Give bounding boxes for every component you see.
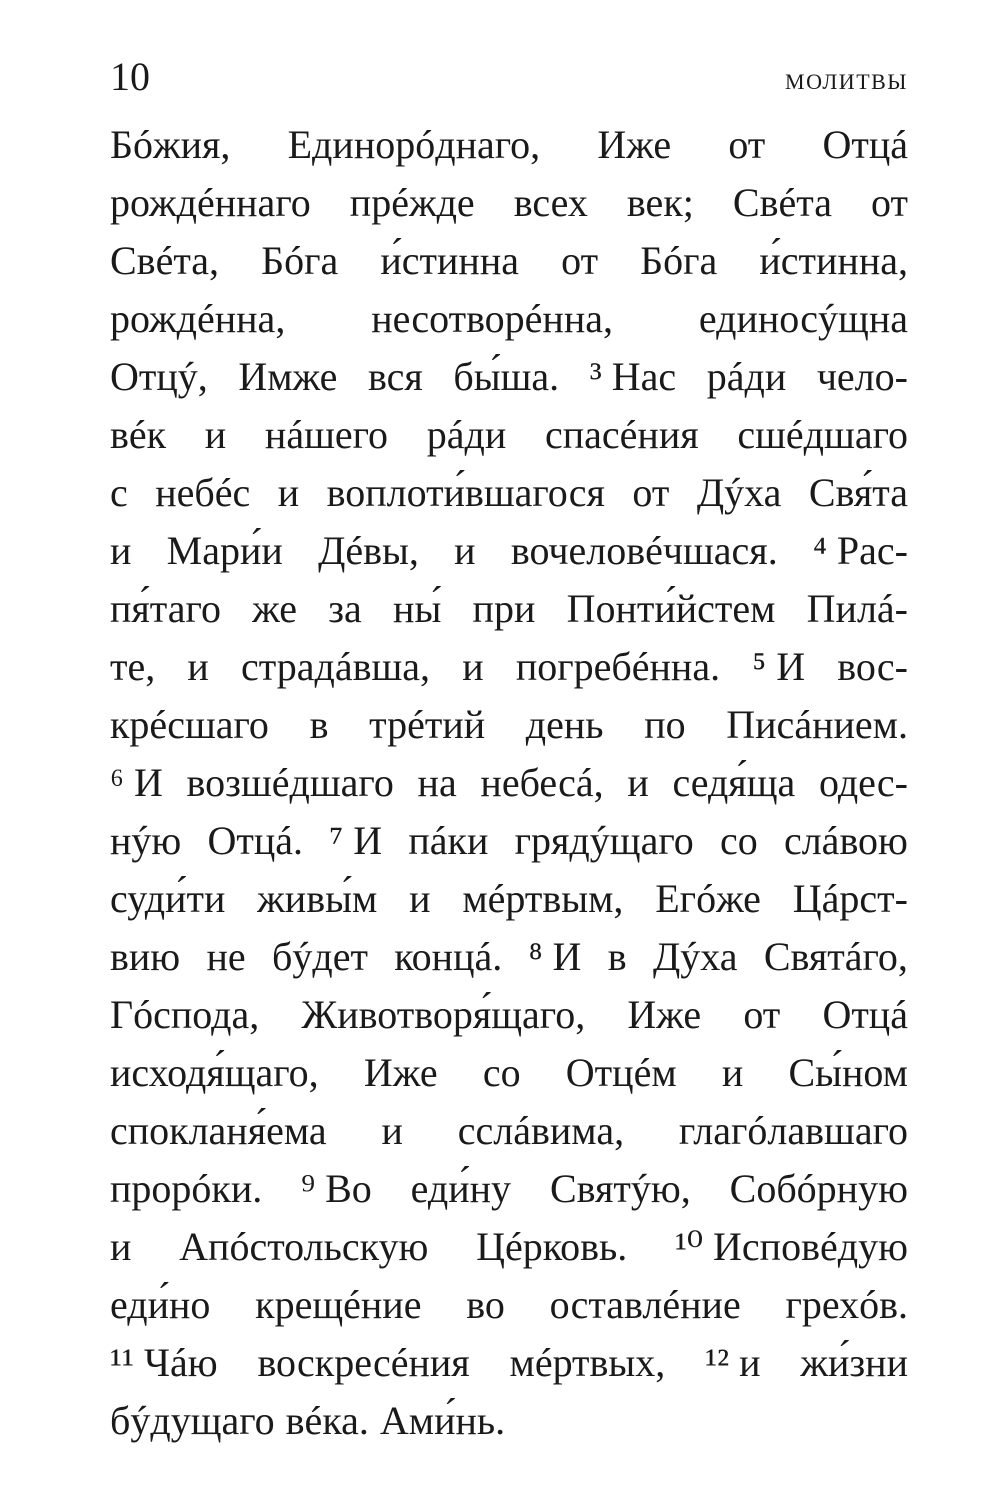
text-line: [110, 1218, 908, 1276]
text-word: Дýха: [652, 934, 738, 979]
text-word: бýдущаго: [110, 1398, 275, 1443]
text-word: сшéдшаго: [737, 412, 908, 457]
text-word: Единорóднаго,: [287, 122, 541, 167]
text-word: во: [466, 1282, 505, 1327]
text-word: одес-: [818, 760, 908, 805]
text-word: в: [309, 702, 329, 747]
prayer-text: [110, 116, 908, 1450]
text-word: спасéния: [545, 412, 699, 457]
text-word: вся: [368, 354, 423, 399]
text-word: возшéдшаго: [186, 760, 394, 805]
text-word: и: [277, 470, 300, 515]
text-word: Свя́та: [808, 470, 908, 515]
text-line: [110, 232, 908, 290]
text-word: с: [110, 470, 128, 515]
text-line: [110, 1102, 908, 1160]
text-word: Егóже: [655, 876, 761, 921]
text-word: ¹² и: [705, 1340, 761, 1385]
text-word: ны́: [393, 586, 442, 631]
text-word: погребéнна.: [515, 644, 721, 689]
text-word: день: [525, 702, 604, 747]
text-line: [110, 928, 908, 986]
text-word: Бóга: [261, 238, 339, 283]
text-word: Дýха: [696, 470, 782, 515]
text-line: [110, 870, 908, 928]
text-word: крéсшаго: [110, 702, 269, 747]
text-word: и: [627, 760, 649, 805]
text-word: Животворя́щаго,: [301, 992, 586, 1037]
text-word: Иже: [363, 1050, 438, 1095]
text-word: и: [204, 412, 227, 457]
text-word: не: [206, 934, 246, 979]
text-word: жи́зни: [800, 1340, 908, 1385]
text-word: Цáрст-: [792, 876, 908, 921]
text-word: Гóспода,: [110, 992, 260, 1037]
text-word: концá.: [394, 934, 503, 979]
text-word: по: [644, 702, 686, 747]
text-word: живы́м: [257, 876, 378, 921]
text-word: спокланя́ема: [110, 1108, 327, 1153]
text-word: ⁹ Во: [301, 1166, 372, 1211]
text-word: ¹⁰ Исповéдую: [675, 1224, 908, 1269]
page-header: [110, 52, 908, 102]
text-word: от: [871, 180, 908, 225]
text-word: Иже: [597, 122, 672, 167]
text-line: [110, 986, 908, 1044]
text-word: ³ Нас: [589, 354, 677, 399]
text-word: Свéта,: [110, 238, 220, 283]
text-word: Дéвы,: [318, 528, 419, 573]
text-line: [110, 348, 908, 406]
text-word: мéртвым,: [462, 876, 624, 921]
text-line: [110, 464, 908, 522]
text-word: ⁷ И: [329, 818, 383, 863]
text-word: еди́но: [110, 1282, 211, 1327]
text-word: и́стинна,: [759, 238, 908, 283]
text-word: Понти́йстем: [566, 586, 776, 631]
text-line: [110, 1044, 908, 1102]
text-word: и: [381, 1108, 403, 1153]
text-word: бы́ша.: [453, 354, 560, 399]
text-word: грехóв.: [785, 1282, 908, 1327]
text-word: суди́ти: [110, 876, 226, 921]
text-word: Цéрковь.: [476, 1224, 628, 1269]
text-word: от: [561, 238, 599, 283]
text-word: и: [409, 876, 431, 921]
text-word: и: [110, 1224, 132, 1269]
text-word: Мари́и: [166, 528, 283, 573]
text-word: ⁸ И: [528, 934, 582, 979]
text-word: Отцá: [822, 122, 908, 167]
text-line: [110, 812, 908, 870]
text-word: воскресéния: [257, 1340, 470, 1385]
text-word: чело-: [816, 354, 908, 399]
text-word: пáки: [408, 818, 489, 863]
text-line: [110, 174, 908, 232]
text-word: рáди: [426, 412, 507, 457]
text-word: рождéннаго: [110, 180, 311, 225]
text-word: и: [721, 1050, 744, 1095]
text-word: Имже: [238, 354, 338, 399]
text-word: те,: [110, 644, 156, 689]
text-word: Бóга: [640, 238, 718, 283]
text-word: единосýщна: [698, 296, 908, 341]
text-line: [110, 638, 908, 696]
text-word: за: [328, 586, 362, 631]
text-word: и: [110, 528, 132, 573]
text-word: при: [472, 586, 536, 631]
text-word: небесá,: [480, 760, 604, 805]
text-line: [110, 1276, 908, 1334]
text-word: Святýю,: [549, 1166, 691, 1211]
text-line: [110, 116, 908, 174]
text-word: Отцý,: [110, 354, 208, 399]
page-number: 10: [110, 54, 150, 99]
text-word: вос-: [837, 644, 908, 689]
text-word: крещéние: [255, 1282, 422, 1327]
text-word: Бóжия,: [110, 122, 231, 167]
text-word: Свéта: [732, 180, 832, 225]
text-word: слáвою: [783, 818, 908, 863]
running-title: молитвы: [785, 61, 908, 96]
text-word: ¹¹ Чáю: [110, 1340, 218, 1385]
text-word: еди́ну: [410, 1166, 512, 1211]
text-word: Сы́ном: [788, 1050, 908, 1095]
text-word: оставлéние: [549, 1282, 741, 1327]
text-line: [110, 1160, 908, 1218]
text-word: прорóки.: [110, 1166, 263, 1211]
text-word: Святáго,: [763, 934, 908, 979]
text-word: бýдет: [272, 934, 368, 979]
text-word: Ами́нь.: [379, 1398, 506, 1443]
text-line: [110, 580, 908, 638]
text-word: от: [743, 992, 781, 1037]
text-line: [110, 754, 908, 812]
text-word: сслáвима,: [457, 1108, 625, 1153]
text-word: воплоти́вшагося: [326, 470, 605, 515]
text-word: трéтий: [369, 702, 486, 747]
text-word: в: [607, 934, 627, 979]
text-word: ⁴ Рас-: [812, 528, 908, 573]
text-line: [110, 1334, 908, 1392]
text-word: Отцá: [822, 992, 908, 1037]
text-word: и: [454, 528, 476, 573]
text-word: вéка.: [285, 1398, 369, 1443]
text-line: [110, 290, 908, 348]
text-word: всех: [513, 180, 588, 225]
text-word: со: [482, 1050, 521, 1095]
text-word: со: [719, 818, 758, 863]
text-word: Иже: [627, 992, 702, 1037]
text-word: прéжде: [349, 180, 475, 225]
text-word: мéртвых,: [509, 1340, 666, 1385]
text-line: [110, 406, 908, 464]
text-word: Апóстольскую: [179, 1224, 429, 1269]
text-word: небéс: [155, 470, 251, 515]
text-word: вéк: [110, 412, 167, 457]
text-word: глагóлавшаго: [678, 1108, 908, 1153]
text-word: и: [462, 644, 484, 689]
text-word: Собóрную: [729, 1166, 908, 1211]
text-word: ⁶ И: [110, 760, 163, 805]
text-word: исходя́щаго,: [110, 1050, 319, 1095]
text-word: и: [187, 644, 209, 689]
text-word: Писáнием.: [726, 702, 908, 747]
text-line: [110, 522, 908, 580]
text-word: вию: [110, 934, 181, 979]
text-line: [110, 1392, 908, 1450]
text-word: Отцéм: [565, 1050, 677, 1095]
text-word: нáшего: [264, 412, 389, 457]
text-word: Отцá.: [207, 818, 304, 863]
text-word: век;: [626, 180, 694, 225]
text-word: седя́ща: [672, 760, 796, 805]
text-word: же: [252, 586, 298, 631]
text-word: от: [632, 470, 670, 515]
text-word: рождéнна,: [110, 296, 286, 341]
text-word: несотворéнна,: [371, 296, 613, 341]
text-word: Пилá-: [806, 586, 908, 631]
text-word: на: [417, 760, 457, 805]
text-word: ⁵ И: [752, 644, 806, 689]
text-word: и́стинна: [380, 238, 519, 283]
text-word: вочеловéчшася.: [510, 528, 778, 573]
text-line: [110, 696, 908, 754]
text-word: от: [728, 122, 766, 167]
text-word: пя́таго: [110, 586, 221, 631]
text-word: страдáвша,: [241, 644, 431, 689]
text-word: грядýщаго: [514, 818, 694, 863]
text-word: рáди: [706, 354, 787, 399]
text-word: нýю: [110, 818, 182, 863]
